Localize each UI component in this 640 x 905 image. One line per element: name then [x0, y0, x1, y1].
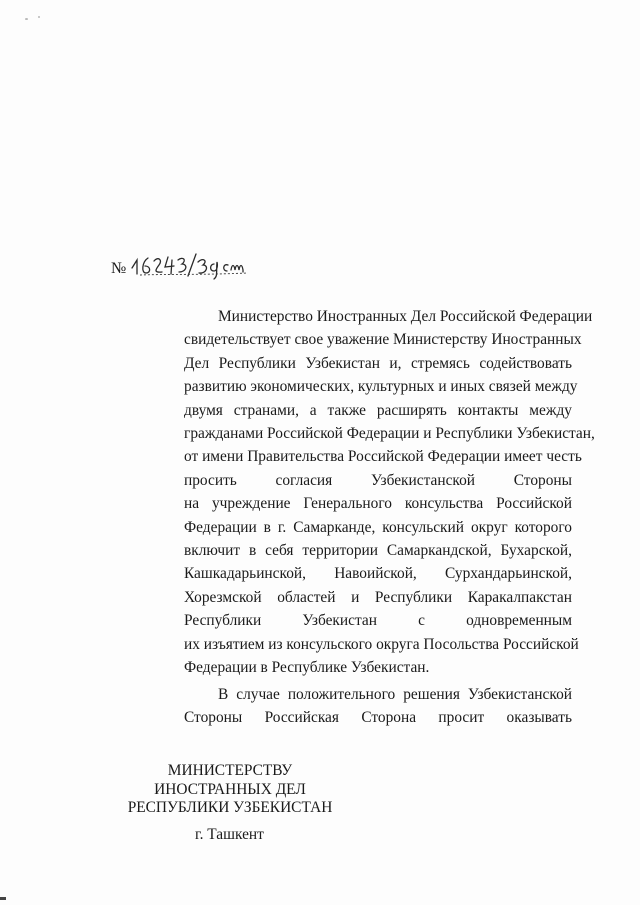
- scan-speck: [38, 16, 40, 18]
- text-line: Кашкадарьинской, Навоийской, Сурхандарьинской,: [184, 565, 572, 583]
- text-line: просить согласия Узбекистанской Стороны: [184, 471, 572, 489]
- text-line: Федерации в г. Самарканде, консульский округ которого: [184, 518, 572, 536]
- text-line: В случае положительного решения Узбекистанской: [218, 685, 572, 703]
- text-line: Министерство Иностранных Дел Российской Федерации: [218, 308, 593, 325]
- number-sign: №: [111, 260, 127, 277]
- letter-body: [184, 305, 595, 729]
- document-number: [111, 250, 262, 280]
- text-line: гражданами Российской Федерации и Республики Узбекистан,: [184, 425, 595, 443]
- text-line: их изъятием из консульского округа Посольства Российской: [184, 635, 579, 653]
- handwritten-number: [130, 248, 262, 280]
- handwritten-number-stamp: [130, 248, 262, 280]
- paragraph-assistance: [184, 683, 572, 730]
- addressee-city: г. Ташкент: [195, 826, 264, 843]
- addressee-line: МИНИСТЕРСТВУ: [167, 762, 293, 779]
- text-line: Дел Республики Узбекистан и, стремясь содействовать: [184, 354, 572, 372]
- text-line: включит в себя территории Самаркандской, Бухарской,: [184, 542, 572, 560]
- scan-speck: [25, 18, 28, 20]
- text-line: на учреждение Генерального консульства Российской: [184, 495, 572, 513]
- text-line: свидетельствует свое уважение Министерству Иностранных: [184, 331, 582, 349]
- addressee-block: [100, 762, 360, 818]
- text-line: Стороны Российская Сторона просит оказывать: [184, 708, 572, 726]
- addressee-line: ИНОСТРАННЫХ ДЕЛ: [154, 780, 306, 798]
- text-line: Республики Узбекистан с одновременным: [184, 612, 572, 630]
- scan-edge-mark: [0, 897, 6, 900]
- text-line: Федерации в Республике Узбекистан.: [184, 659, 430, 677]
- addressee-line: РЕСПУБЛИКИ УЗБЕКИСТАН: [127, 799, 333, 817]
- paragraph-request: [184, 305, 595, 680]
- text-line: от имени Правительства Российской Федерации имеет честь: [184, 448, 582, 466]
- text-line: развитию экономических, культурных и иных связей между: [184, 378, 578, 396]
- text-line: Хорезмской областей и Республики Каракалпакстан: [184, 588, 572, 606]
- text-line: двумя странами, а также расширять контакты между: [184, 401, 572, 419]
